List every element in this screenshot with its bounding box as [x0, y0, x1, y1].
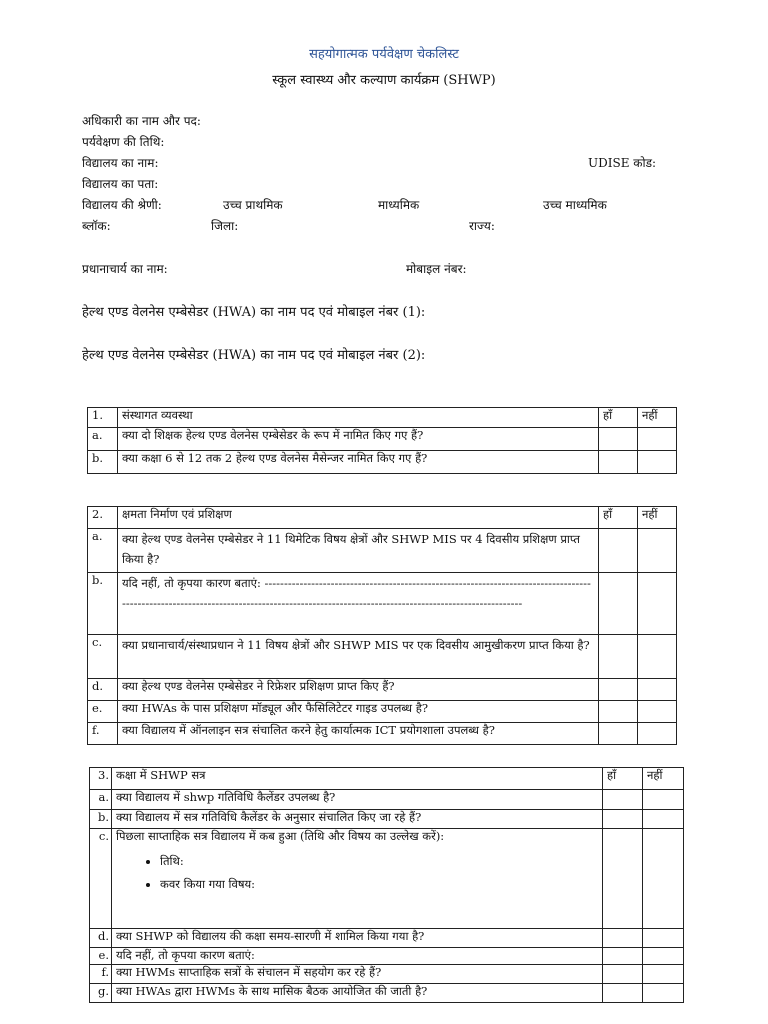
section-3-title: कक्षा में SHWP सत्र [112, 768, 603, 790]
school-name-label: विद्यालय का नाम: [82, 156, 159, 170]
row-question: क्या विद्यालय में सत्र गतिविधि कैलेंडर के अनुसार संचालित किए जा रहे हैं? [112, 810, 603, 829]
category-higher-secondary: उच्च माध्यमिक [543, 198, 607, 212]
table-row [88, 529, 677, 573]
row-question: क्या HWAs द्वारा HWMs के साथ मासिक बैठक आयोजित की जाती है? [112, 984, 603, 1003]
yes-cell[interactable] [603, 948, 643, 965]
no-header: नहीं [643, 768, 684, 790]
section-1-table [87, 407, 677, 474]
table-row [90, 829, 684, 929]
row-id: a. [88, 529, 118, 573]
mobile-label: मोबाइल नंबर: [406, 262, 467, 276]
no-cell[interactable] [643, 929, 684, 948]
row-id: a. [88, 428, 118, 451]
row-id: g. [90, 984, 112, 1003]
table-row [90, 790, 684, 810]
category-label: विद्यालय की श्रेणी: [82, 198, 162, 212]
no-cell[interactable] [643, 810, 684, 829]
hwa2-label: हेल्थ एण्ड वेलनेस एम्बेसेडर (HWA) का नाम पद एवं मोबाइल नंबर (2): [82, 348, 426, 363]
row-id: a. [90, 790, 112, 810]
yes-cell[interactable] [599, 428, 638, 451]
section-2-table [87, 506, 677, 745]
row-id: c. [90, 829, 112, 929]
section-2-title: क्षमता निर्माण एवं प्रशिक्षण [118, 507, 599, 529]
hwa1-label: हेल्थ एण्ड वेलनेस एम्बेसेडर (HWA) का नाम पद एवं मोबाइल नंबर (1): [82, 305, 426, 320]
yes-cell[interactable] [599, 679, 638, 701]
no-cell[interactable] [638, 635, 677, 679]
officer-label: अधिकारी का नाम और पद: [82, 114, 201, 128]
address-label: विद्यालय का पता: [82, 177, 159, 191]
table-row [88, 723, 677, 745]
principal-label: प्रधानाचार्य का नाम: [82, 262, 168, 276]
yes-cell[interactable] [603, 929, 643, 948]
yes-cell[interactable] [599, 573, 638, 635]
udise-label: UDISE कोड: [588, 156, 657, 170]
district-label: जिला: [211, 219, 239, 233]
row-question: क्या हेल्थ एण्ड वेलनेस एम्बेसेडर ने रिफ्रेशर प्रशिक्षण प्राप्त किए हैं? [118, 679, 599, 701]
bullet-list [116, 854, 598, 892]
row-question: पिछला साप्ताहिक सत्र विद्यालय में कब हुआ (तिथि और विषय का उल्लेख करें): [116, 829, 445, 843]
no-header: नहीं [638, 507, 677, 529]
table-row [90, 929, 684, 948]
row-id: b. [88, 573, 118, 635]
no-cell[interactable] [643, 948, 684, 965]
table-row [90, 810, 684, 829]
row-question: क्या SHWP को विद्यालय की कक्षा समय-सारणी में शामिल किया गया है? [112, 929, 603, 948]
yes-header: हाँ [599, 507, 638, 529]
yes-cell[interactable] [603, 810, 643, 829]
row-id: b. [90, 810, 112, 829]
category-secondary: माध्यमिक [378, 198, 420, 212]
yes-header: हाँ [603, 768, 643, 790]
block-label: ब्लॉक: [82, 219, 111, 233]
no-cell[interactable] [643, 984, 684, 1003]
yes-cell[interactable] [599, 451, 638, 474]
row-id: e. [88, 701, 118, 723]
row-question: क्या कक्षा 6 से 12 तक 2 हेल्थ एण्ड वेलनेस मैसेन्जर नामित किए गए हैं? [118, 451, 599, 474]
yes-cell[interactable] [603, 829, 643, 929]
yes-header: हाँ [599, 408, 638, 428]
bullet-date: • तिथि: [160, 854, 598, 869]
section-1-number: 1. [88, 408, 118, 428]
no-cell[interactable] [643, 790, 684, 810]
no-cell[interactable] [638, 529, 677, 573]
row-id: f. [88, 723, 118, 745]
table-row [90, 984, 684, 1003]
yes-cell[interactable] [599, 723, 638, 745]
date-label: पर्यवेक्षण की तिथि: [82, 135, 165, 149]
table-row [88, 679, 677, 701]
no-cell[interactable] [638, 573, 677, 635]
bullet-topic: • कवर किया गया विषय: [160, 877, 598, 892]
row-question: क्या HWAs के पास प्रशिक्षण मॉड्यूल और फैसिलिटेटर गाइड उपलब्ध है? [118, 701, 599, 723]
row-id: f. [90, 965, 112, 984]
no-cell[interactable] [638, 679, 677, 701]
yes-cell[interactable] [599, 635, 638, 679]
yes-cell[interactable] [603, 965, 643, 984]
no-cell[interactable] [638, 428, 677, 451]
table-row [88, 451, 677, 474]
section-1-title: संस्थागत व्यवस्था [118, 408, 599, 428]
section-3-number: 3. [90, 768, 112, 790]
form-subtitle: स्कूल स्वास्थ्य और कल्याण कार्यक्रम (SHWP) [272, 73, 496, 88]
row-id: d. [88, 679, 118, 701]
no-cell[interactable] [638, 723, 677, 745]
yes-cell[interactable] [603, 984, 643, 1003]
row-question: क्या प्रधानाचार्य/संस्थाप्रधान ने 11 विषय क्षेत्रों और SHWP MIS पर एक दिवसीय आमुखीकरण प्राप्त किया है? [118, 635, 599, 679]
no-cell[interactable] [643, 829, 684, 929]
section-3-table [89, 767, 684, 1003]
category-upper-primary: उच्च प्राथमिक [223, 198, 283, 212]
no-cell[interactable] [643, 965, 684, 984]
yes-cell[interactable] [603, 790, 643, 810]
no-header: नहीं [638, 408, 677, 428]
form-title: सहयोगात्मक पर्यवेक्षण चेकलिस्ट [309, 47, 459, 62]
row-question: क्या विद्यालय में ऑनलाइन सत्र संचालित करने हेतु कार्यात्मक ICT प्रयोगशाला उपलब्ध है? [118, 723, 599, 745]
yes-cell[interactable] [599, 529, 638, 573]
table-row [90, 965, 684, 984]
row-question: यदि नहीं, तो कृपया कारण बताएं: [112, 948, 603, 965]
section-2-number: 2. [88, 507, 118, 529]
table-row [88, 701, 677, 723]
table-row [88, 573, 677, 635]
row-question: क्या HWMs साप्ताहिक सत्रों के संचालन में सहयोग कर रहे हैं? [112, 965, 603, 984]
no-cell[interactable] [638, 451, 677, 474]
row-question: यदि नहीं, तो कृपया कारण बताएं: ------------------------------------------------------------------------------------------------------------------------------------------------------------------------------------------- [118, 573, 599, 635]
row-id: c. [88, 635, 118, 679]
table-row [90, 948, 684, 965]
row-question: क्या दो शिक्षक हेल्थ एण्ड वेलनेस एम्बेसेडर के रूप में नामित किए गए हैं? [118, 428, 599, 451]
no-cell[interactable] [638, 701, 677, 723]
table-row [88, 428, 677, 451]
row-id: b. [88, 451, 118, 474]
state-label: राज्य: [469, 219, 495, 233]
row-question: क्या हेल्थ एण्ड वेलनेस एम्बेसेडर ने 11 थिमेटिक विषय क्षेत्रों और SHWP MIS पर 4 दिवसीय प्रशिक्षण प्राप्त किया है? [118, 529, 599, 573]
row-question: क्या विद्यालय में shwp गतिविधि कैलेंडर उपलब्ध है? [112, 790, 603, 810]
row-id: e. [90, 948, 112, 965]
row-question-with-bullets [112, 829, 603, 929]
table-row [88, 635, 677, 679]
row-id: d. [90, 929, 112, 948]
yes-cell[interactable] [599, 701, 638, 723]
